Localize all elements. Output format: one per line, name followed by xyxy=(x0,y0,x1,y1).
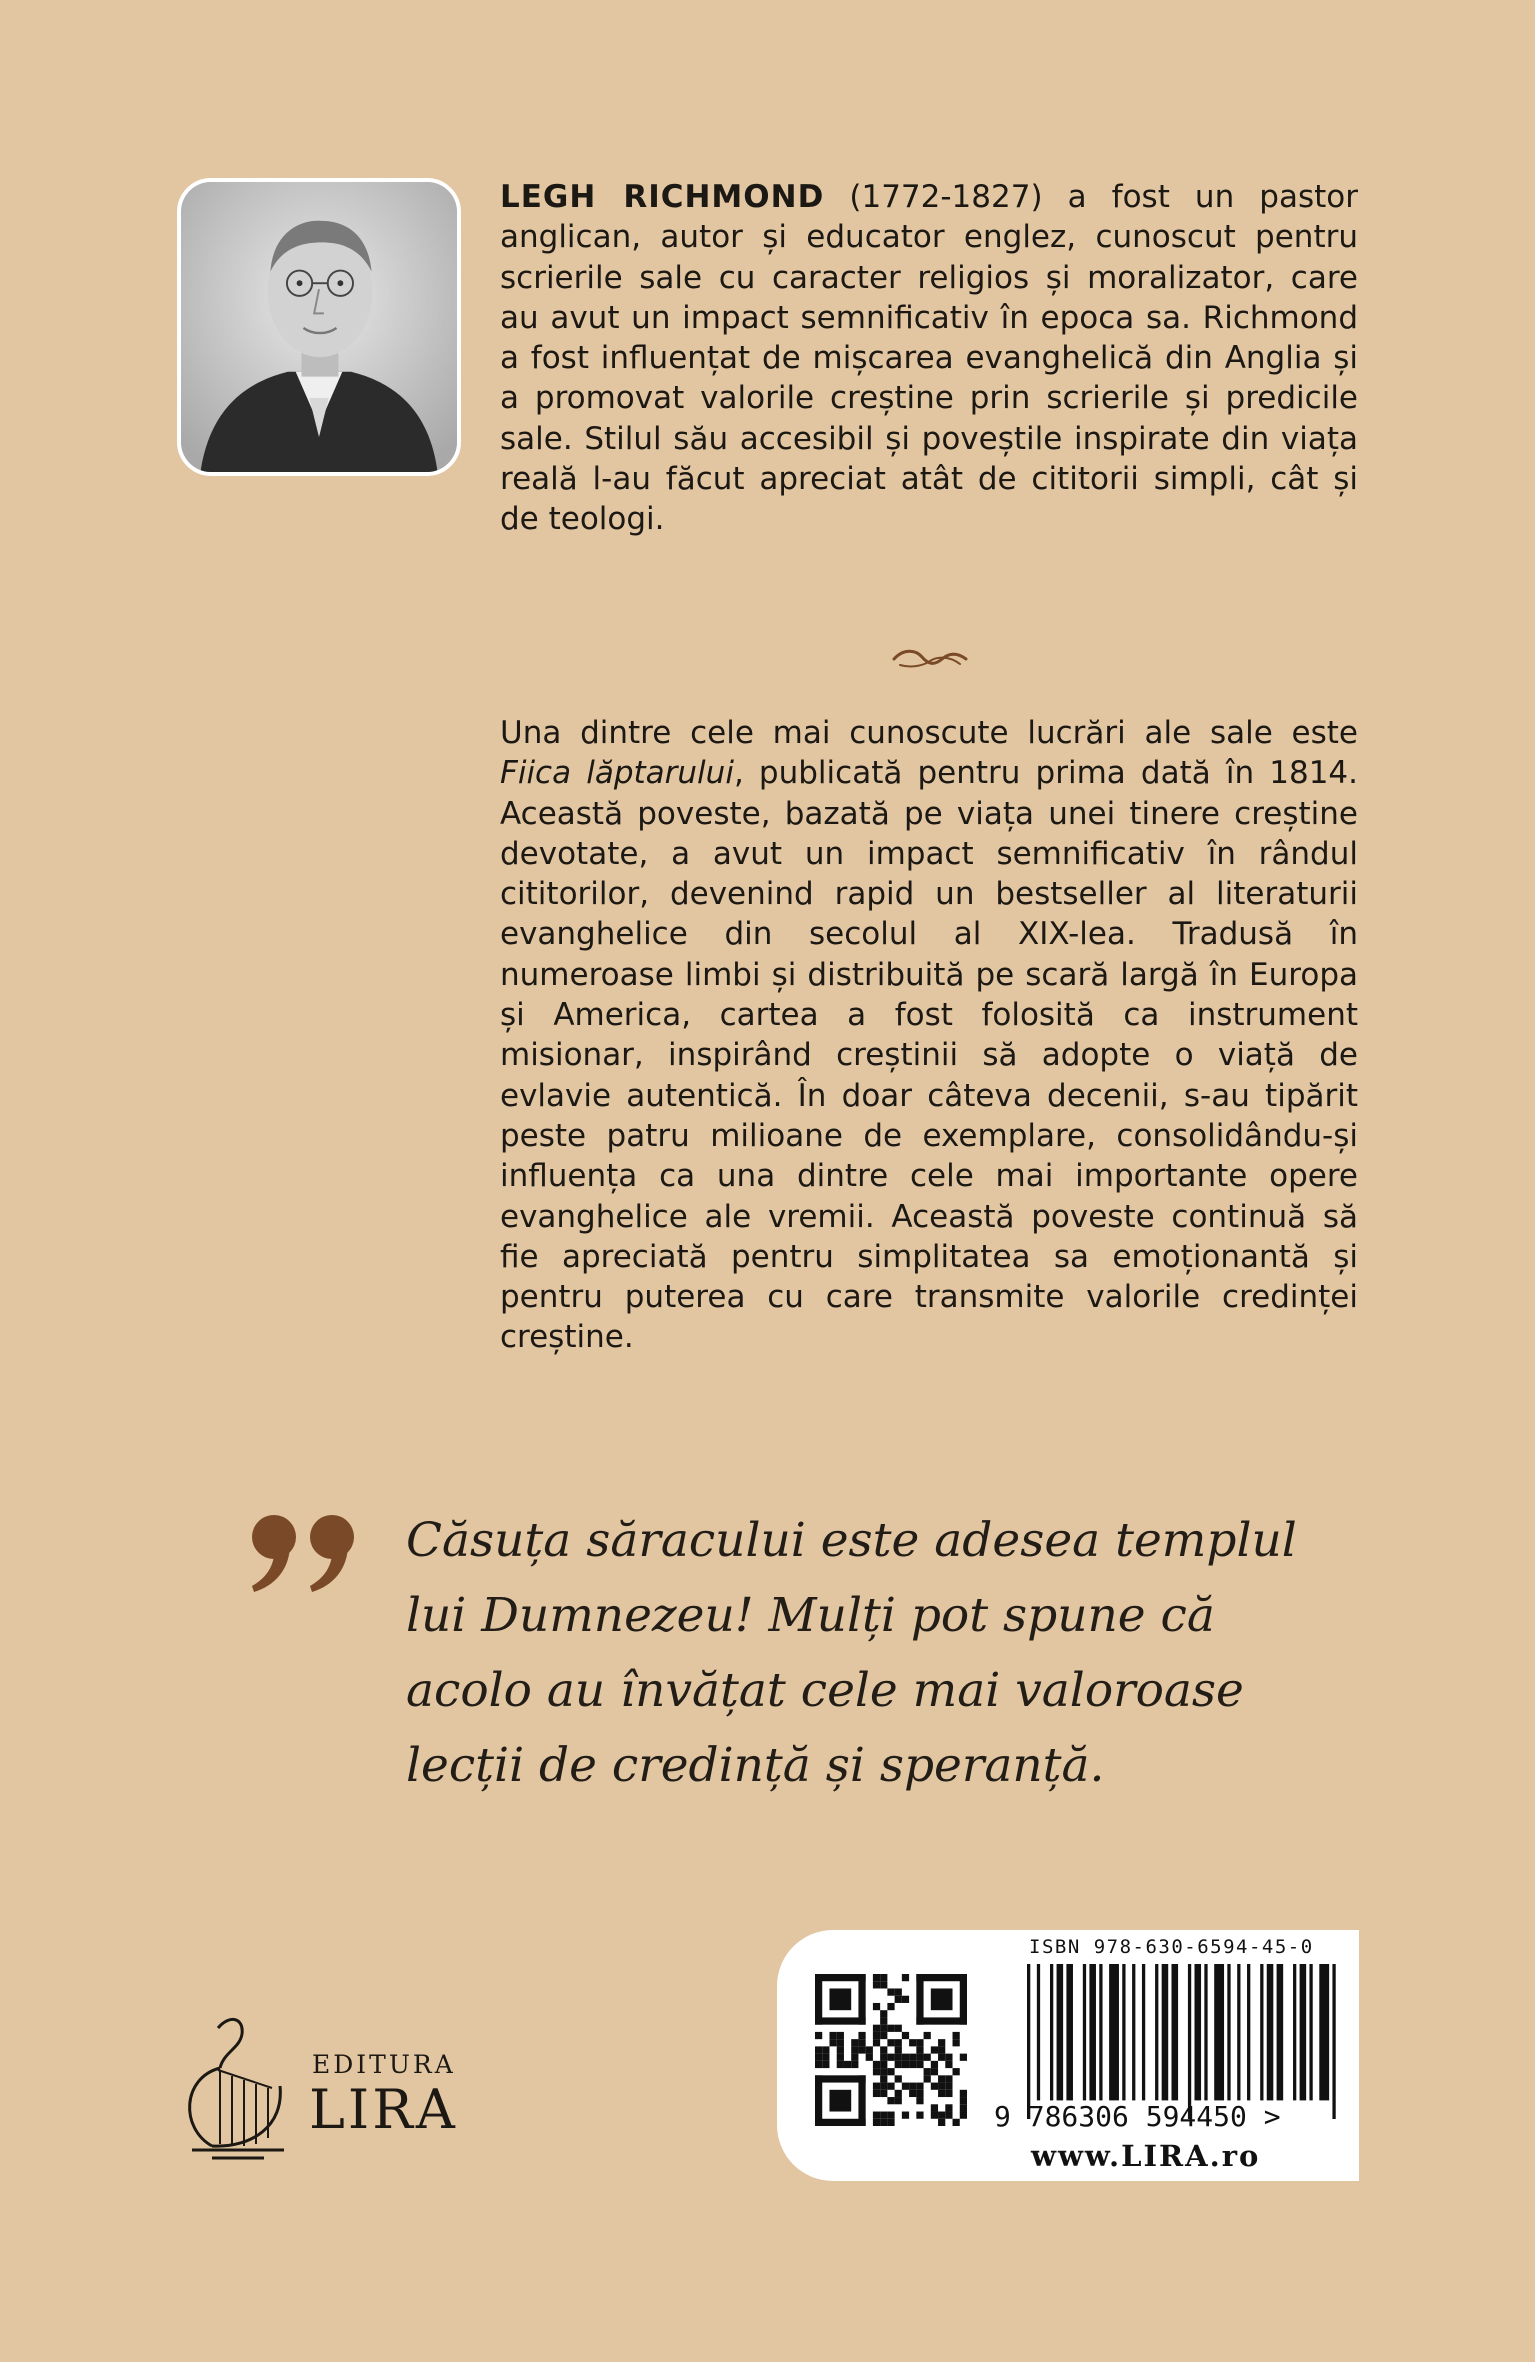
quote-line: lui Dumnezeu! Mulți pot spune că xyxy=(406,1588,1215,1643)
author-name: LEGH RICHMOND xyxy=(500,179,825,215)
description-intro: Una dintre cele mai cunoscute lucrări ale sale este xyxy=(500,715,1358,751)
quote-line: Căsuța săracului este adesea templul xyxy=(406,1513,1297,1568)
author-portrait-icon xyxy=(181,182,457,472)
barcode-panel xyxy=(777,1930,1359,2181)
author-portrait xyxy=(177,178,461,476)
barcode-icon xyxy=(1027,1964,1339,2119)
publisher-logo xyxy=(172,2008,472,2160)
barcode-digits: 9 786306 594450 > xyxy=(994,2100,1281,2133)
lyre-icon xyxy=(172,2008,302,2160)
quote-line: lecții de credință și speranță. xyxy=(406,1738,1105,1793)
book-title: Fiica lăptarului xyxy=(500,755,734,792)
isbn-label: ISBN 978-630-6594-45-0 xyxy=(1029,1936,1314,1958)
author-bio xyxy=(500,177,1358,540)
description-body: , publicată pentru prima dată în 1814. Această poveste, bazată pe viața unei tinere creștine devotate, a avut un impact semnificativ în rândul cititorilor, devenind rapid un bestseller al literaturii evanghelice din secolul al XIX-lea. Tradusă în numeroase limbi și distribuită pe scară largă în Europa și America, cartea a fost folosită ca instrument misionar, inspirând creștinii să adopte o viață de evlavie autentică. În doar câteva decenii, s-au tipărit peste patru milioane de exemplare, consolidându-și influența ca una dintre cele mai importante opere evanghelice ale vremii. Această poveste continuă să fie apreciată pentru simplitatea sa emoționantă și pentru puterea cu care transmite valorile credinței creștine. xyxy=(500,755,1359,1356)
book-description xyxy=(500,713,1358,1358)
publisher-name: LIRA xyxy=(309,2078,458,2141)
pull-quote xyxy=(406,1503,1306,1803)
qr-code-icon xyxy=(815,1974,967,2126)
swash-ornament-icon xyxy=(890,645,970,673)
publisher-label: EDITURA xyxy=(312,2050,456,2079)
author-bio-text: (1772-1827) a fost un pastor anglican, autor și educator englez, cunoscut pentru scrierile sale cu caracter religios și moralizator, care au avut un impact semnificativ în epoca sa. Richmond a fost influențat de mișcarea evanghelică din Anglia și a promovat valorile creștine prin scrierile și predicile sale. Stilul său accesibil și poveștile inspirate din viața reală l-au făcut apreciat atât de cititorii simpli, cât și de teologi. xyxy=(500,179,1358,538)
quotation-mark-icon xyxy=(246,1512,362,1594)
quote-line: acolo au învățat cele mai valoroase xyxy=(406,1663,1244,1718)
publisher-website: www.LIRA.ro xyxy=(1031,2139,1261,2173)
